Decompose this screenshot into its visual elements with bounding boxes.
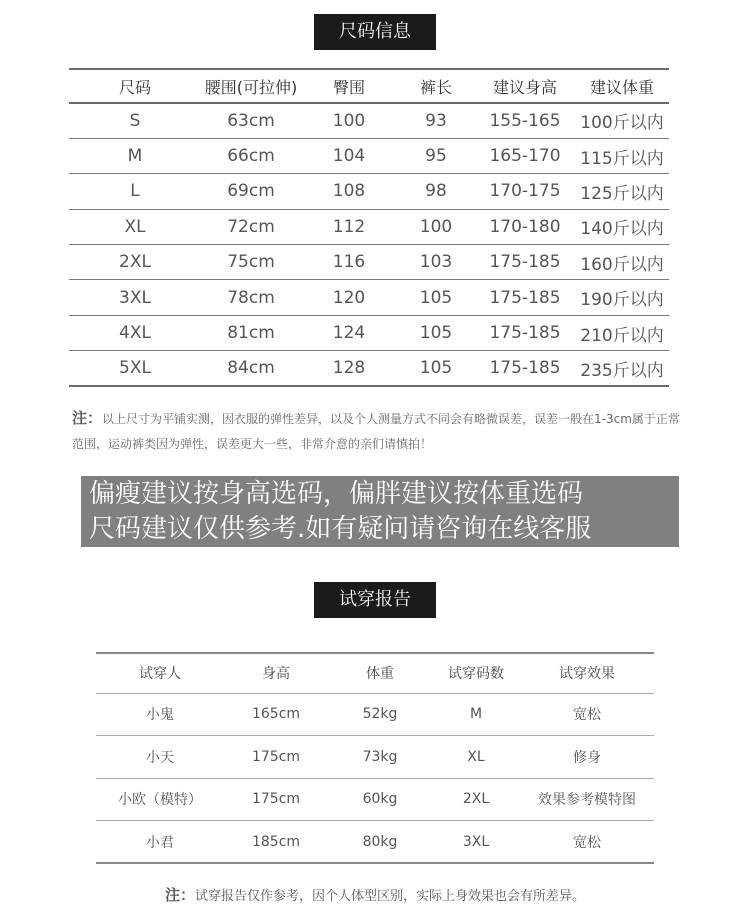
cell-weight: 190斤以内 xyxy=(575,280,669,315)
cell-waist: 69cm xyxy=(201,174,301,209)
header-fit-effect: 试穿效果 xyxy=(520,653,654,693)
size-table-header-row xyxy=(69,69,669,103)
cell-size: 2XL xyxy=(69,245,201,280)
cell-hip: 112 xyxy=(301,209,397,244)
cell-tried-size: 3XL xyxy=(432,821,520,864)
cell-tester: 小鬼 xyxy=(96,693,224,736)
cell-height: 165-170 xyxy=(475,138,575,173)
cell-hip: 116 xyxy=(301,245,397,280)
cell-height: 185cm xyxy=(224,821,328,864)
cell-hip: 104 xyxy=(301,138,397,173)
cell-weight: 235斤以内 xyxy=(575,351,669,386)
table-row xyxy=(69,103,669,138)
header-tried-size: 试穿码数 xyxy=(432,653,520,693)
table-row xyxy=(69,280,669,315)
header-weight: 建议体重 xyxy=(575,69,669,103)
tryon-note xyxy=(0,884,750,905)
table-row xyxy=(96,693,654,736)
cell-length: 98 xyxy=(397,174,475,209)
size-table xyxy=(69,68,669,387)
cell-tester: 小欧（模特） xyxy=(96,778,224,821)
cell-length: 103 xyxy=(397,245,475,280)
cell-waist: 63cm xyxy=(201,103,301,138)
header-weight: 体重 xyxy=(328,653,432,693)
cell-waist: 81cm xyxy=(201,315,301,350)
cell-size: 4XL xyxy=(69,315,201,350)
size-note xyxy=(72,406,684,457)
cell-fit-effect: 宽松 xyxy=(520,821,654,864)
cell-height: 175-185 xyxy=(475,351,575,386)
cell-waist: 72cm xyxy=(201,209,301,244)
table-row xyxy=(96,736,654,779)
cell-length: 95 xyxy=(397,138,475,173)
cell-fit-effect: 效果参考模特图 xyxy=(520,778,654,821)
cell-size: L xyxy=(69,174,201,209)
cell-length: 93 xyxy=(397,103,475,138)
size-note-mark: 注： xyxy=(72,409,103,427)
cell-height: 175cm xyxy=(224,736,328,779)
tryon-note-text: 试穿报告仅作参考，因个人体型区别，实际上身效果也会有所差异。 xyxy=(195,889,586,904)
cell-waist: 84cm xyxy=(201,351,301,386)
cell-weight: 52kg xyxy=(328,693,432,736)
cell-weight: 160斤以内 xyxy=(575,245,669,280)
table-row xyxy=(69,245,669,280)
cell-weight: 60kg xyxy=(328,778,432,821)
cell-hip: 120 xyxy=(301,280,397,315)
cell-tester: 小天 xyxy=(96,736,224,779)
cell-weight: 100斤以内 xyxy=(575,103,669,138)
cell-tried-size: 2XL xyxy=(432,778,520,821)
cell-length: 105 xyxy=(397,315,475,350)
size-note-text: 以上尺寸为平铺实测，因衣服的弹性差异，以及个人测量方式不同会有略微误差，误差一般在1-3cm属于正常范围，运动裤类因为弹性，误差更大一些，非常介意的亲们请慎拍！ xyxy=(72,412,680,451)
cell-height: 175-185 xyxy=(475,280,575,315)
tryon-table xyxy=(96,652,654,864)
cell-length: 105 xyxy=(397,351,475,386)
cell-size: M xyxy=(69,138,201,173)
cell-size: S xyxy=(69,103,201,138)
cell-size: XL xyxy=(69,209,201,244)
cell-hip: 100 xyxy=(301,103,397,138)
cell-tester: 小君 xyxy=(96,821,224,864)
header-hip: 臀围 xyxy=(301,69,397,103)
cell-tried-size: XL xyxy=(432,736,520,779)
cell-hip: 124 xyxy=(301,315,397,350)
fit-advice-banner: 偏瘦建议按身高选码，偏胖建议按体重选码 xyxy=(81,476,679,512)
header-tester: 试穿人 xyxy=(96,653,224,693)
header-height: 建议身高 xyxy=(475,69,575,103)
cell-size: 3XL xyxy=(69,280,201,315)
table-row xyxy=(96,821,654,864)
cell-weight: 210斤以内 xyxy=(575,315,669,350)
table-row xyxy=(69,138,669,173)
tryon-note-mark: 注： xyxy=(164,886,195,904)
cell-height: 170-180 xyxy=(475,209,575,244)
cell-waist: 78cm xyxy=(201,280,301,315)
table-row xyxy=(96,778,654,821)
cell-hip: 128 xyxy=(301,351,397,386)
cell-waist: 75cm xyxy=(201,245,301,280)
cell-height: 175cm xyxy=(224,778,328,821)
tryon-report-title: 试穿报告 xyxy=(314,582,436,618)
table-row xyxy=(69,174,669,209)
cell-fit-effect: 宽松 xyxy=(520,693,654,736)
cell-length: 105 xyxy=(397,280,475,315)
cell-weight: 73kg xyxy=(328,736,432,779)
header-waist: 腰围(可拉伸) xyxy=(201,69,301,103)
cell-height: 175-185 xyxy=(475,245,575,280)
tryon-table-header-row xyxy=(96,653,654,693)
cell-weight: 80kg xyxy=(328,821,432,864)
cell-tried-size: M xyxy=(432,693,520,736)
cell-waist: 66cm xyxy=(201,138,301,173)
cell-height: 175-185 xyxy=(475,315,575,350)
table-row xyxy=(69,209,669,244)
table-row xyxy=(69,315,669,350)
cell-length: 100 xyxy=(397,209,475,244)
cell-height: 165cm xyxy=(224,693,328,736)
header-height: 身高 xyxy=(224,653,328,693)
size-info-title: 尺码信息 xyxy=(314,14,436,50)
cell-weight: 115斤以内 xyxy=(575,138,669,173)
cell-hip: 108 xyxy=(301,174,397,209)
cell-weight: 140斤以内 xyxy=(575,209,669,244)
cell-height: 170-175 xyxy=(475,174,575,209)
cell-weight: 125斤以内 xyxy=(575,174,669,209)
header-size: 尺码 xyxy=(69,69,201,103)
header-length: 裤长 xyxy=(397,69,475,103)
cell-height: 155-165 xyxy=(475,103,575,138)
cell-size: 5XL xyxy=(69,351,201,386)
cell-fit-effect: 修身 xyxy=(520,736,654,779)
consult-service-banner: 尺码建议仅供参考.如有疑问请咨询在线客服 xyxy=(81,511,679,547)
table-row xyxy=(69,351,669,386)
